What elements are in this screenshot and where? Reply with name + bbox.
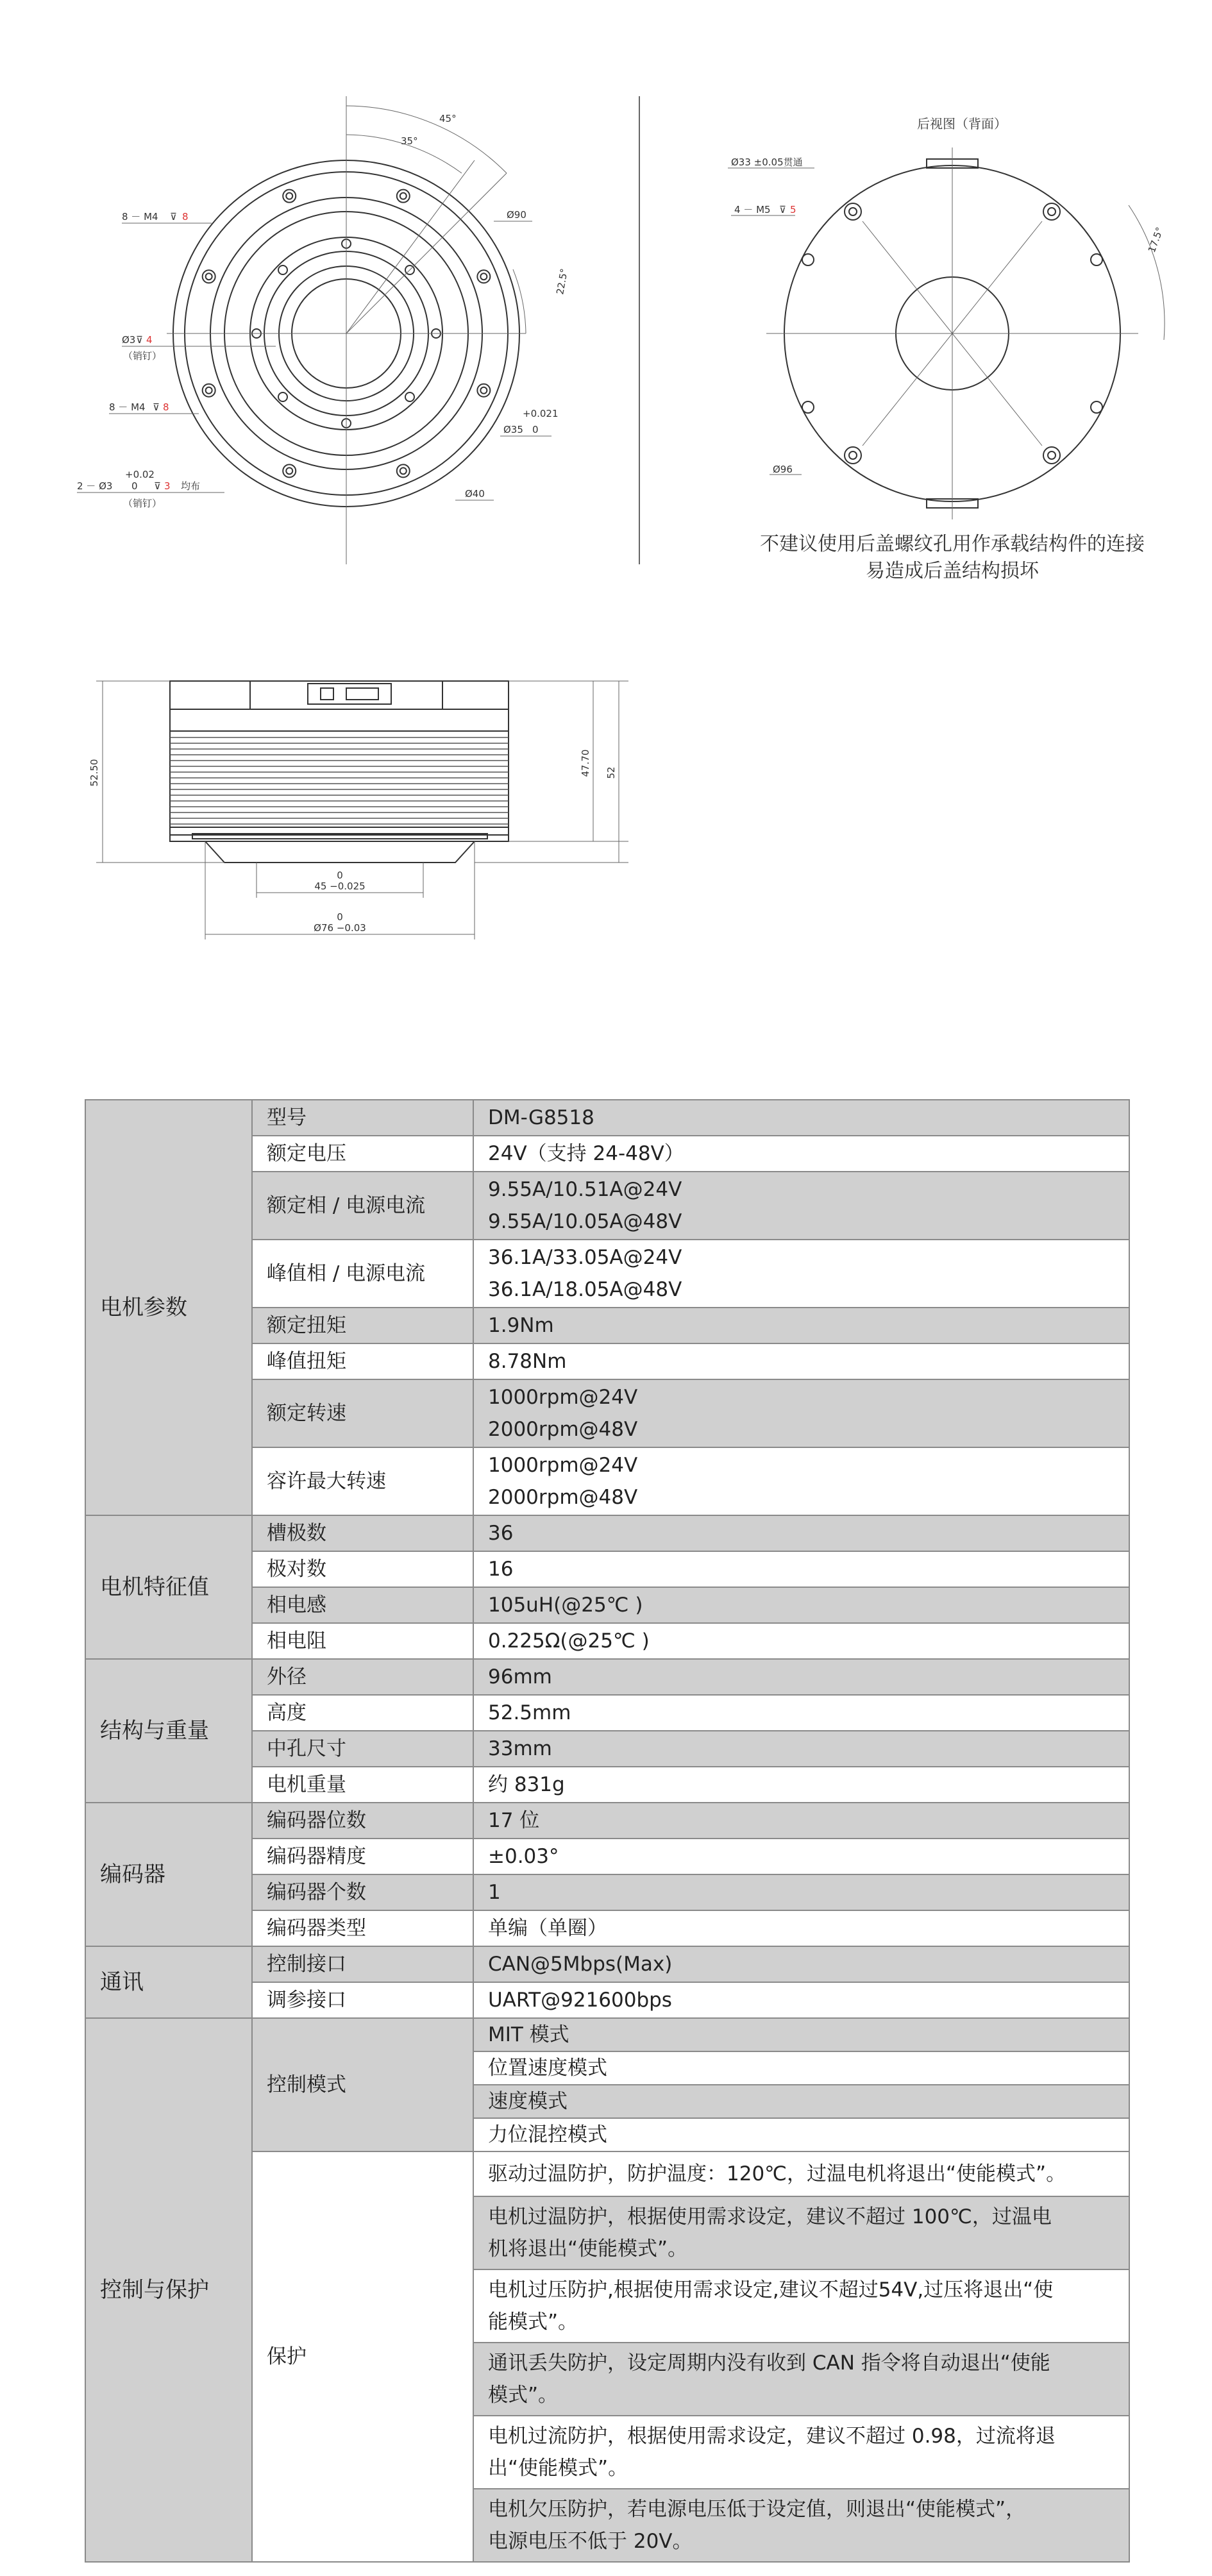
spec-value: 0.225Ω(@25℃ ) bbox=[488, 1629, 650, 1653]
spec-value-cell bbox=[473, 1343, 1129, 1379]
spec-value: 96mm bbox=[488, 1665, 552, 1688]
front-dia-35: Ø35 bbox=[503, 424, 523, 435]
front-dim-22-5: 22.5° bbox=[554, 267, 571, 296]
spec-label: 相电感 bbox=[252, 1587, 473, 1623]
spec-group-name: 控制与保护 bbox=[85, 2018, 252, 2562]
control-mode: 速度模式 bbox=[488, 2090, 568, 2113]
spec-label: 额定转速 bbox=[252, 1379, 473, 1447]
spec-label: 外径 bbox=[252, 1659, 473, 1695]
depth-symbol: ⊽ bbox=[154, 480, 161, 492]
spec-value-cell bbox=[473, 1623, 1129, 1659]
mount-hole bbox=[477, 270, 490, 283]
mount-hole bbox=[203, 270, 215, 283]
front-holes-top: 8 － M4 bbox=[122, 211, 158, 223]
mount-hole bbox=[397, 190, 410, 203]
spec-label: 额定相 / 电源电流 bbox=[252, 1172, 473, 1240]
front-holes-top-depth: 8 bbox=[182, 211, 189, 223]
side-view bbox=[96, 681, 628, 939]
back-note-line2: 易造成后盖结构损坏 bbox=[866, 560, 1039, 582]
spec-value: 9.55A/10.51A@24V bbox=[488, 1178, 682, 1201]
spec-label: 编码器个数 bbox=[252, 1874, 473, 1910]
spec-value-cell bbox=[473, 1551, 1129, 1587]
back-dia-33: Ø33 ±0.05贯通 bbox=[731, 156, 803, 168]
mount-hole-inner bbox=[480, 273, 487, 280]
spec-value-cell bbox=[473, 1910, 1129, 1946]
depth-symbol: ⊽ bbox=[170, 211, 177, 223]
spec-value-cell bbox=[473, 1447, 1129, 1515]
back-hole bbox=[1091, 254, 1102, 265]
spec-value: 电机过流防护，根据使用需求设定，建议不超过 0.98，过流将退 bbox=[488, 2425, 1056, 2448]
back-title: 后视图（背面） bbox=[917, 116, 1007, 131]
spec-value: 36.1A/33.05A@24V bbox=[488, 1246, 682, 1269]
spec-label: 编码器类型 bbox=[252, 1910, 473, 1946]
front-dia-3-depth: 4 bbox=[146, 334, 153, 346]
spec-value: 能模式”。 bbox=[488, 2311, 578, 2334]
back-angle: 17.5° bbox=[1145, 225, 1166, 255]
spec-value: 约 831g bbox=[488, 1773, 565, 1796]
side-dim-76-zero: 0 bbox=[337, 911, 343, 923]
spec-value: 2000rpm@48V bbox=[488, 1486, 638, 1509]
spec-label: 调参接口 bbox=[252, 1982, 473, 2018]
inner-hole bbox=[278, 265, 287, 274]
spec-value-cell bbox=[473, 2085, 1129, 2118]
spec-value-cell bbox=[473, 1100, 1129, 1136]
back-dia-96: Ø96 bbox=[773, 464, 793, 475]
spec-value: 1.9Nm bbox=[488, 1314, 554, 1337]
spec-value-cell bbox=[473, 1874, 1129, 1910]
mount-hole bbox=[397, 464, 410, 477]
mount-hole bbox=[283, 190, 296, 203]
front-tol-pin-plus: +0.02 bbox=[125, 469, 155, 480]
spec-row bbox=[85, 1515, 1129, 1551]
spec-value: 单编（单圈） bbox=[488, 1917, 607, 1940]
spec-value-cell bbox=[473, 1308, 1129, 1343]
side-dim-45-zero: 0 bbox=[337, 870, 343, 881]
spec-label: 中孔尺寸 bbox=[252, 1731, 473, 1767]
spec-label: 相电阻 bbox=[252, 1623, 473, 1659]
depth-symbol: ⊽ bbox=[153, 401, 160, 413]
spec-group-name: 结构与重量 bbox=[85, 1659, 252, 1803]
back-holes: 4 － M5 bbox=[734, 204, 771, 215]
spec-value-cell bbox=[473, 1587, 1129, 1623]
spec-value-cell bbox=[473, 2489, 1129, 2562]
spec-label: 编码器精度 bbox=[252, 1839, 473, 1874]
spec-group-name: 通讯 bbox=[85, 1946, 252, 2018]
spec-value-cell bbox=[473, 2269, 1129, 2343]
back-note-line1: 不建议使用后盖螺纹孔用作承载结构件的连接 bbox=[760, 533, 1145, 555]
spec-value-cell bbox=[473, 1515, 1129, 1551]
spec-label: 控制模式 bbox=[252, 2018, 473, 2151]
spec-value: 9.55A/10.05A@48V bbox=[488, 1210, 682, 1233]
front-pin-holes-depth: 3 bbox=[164, 480, 171, 492]
spec-value-cell bbox=[473, 1803, 1129, 1839]
spec-value: 出“使能模式”。 bbox=[488, 2457, 628, 2480]
front-tol-plus: +0.021 bbox=[523, 408, 559, 419]
spec-value: 16 bbox=[488, 1558, 514, 1581]
spec-value-cell bbox=[473, 2343, 1129, 2416]
spec-value: 8.78Nm bbox=[488, 1350, 567, 1373]
back-hole bbox=[802, 401, 814, 413]
front-tol-zero: 0 bbox=[532, 424, 539, 435]
spec-row bbox=[85, 1100, 1129, 1136]
spec-group-name: 电机参数 bbox=[85, 1100, 252, 1515]
spec-value-cell bbox=[473, 1172, 1129, 1240]
spec-value-cell bbox=[473, 1946, 1129, 1982]
spec-label: 电机重量 bbox=[252, 1767, 473, 1803]
spec-value-cell bbox=[473, 2018, 1129, 2051]
back-holes-depth: 5 bbox=[790, 204, 796, 215]
spec-value: ±0.03° bbox=[488, 1845, 559, 1868]
spec-value: 24V（支持 24-48V） bbox=[488, 1142, 684, 1165]
spec-value: 17 位 bbox=[488, 1809, 540, 1832]
spec-value: 电机过温防护，根据使用需求设定，建议不超过 100℃，过温电 bbox=[488, 2205, 1052, 2228]
spec-value: 2000rpm@48V bbox=[488, 1418, 638, 1441]
mount-hole-inner bbox=[400, 467, 407, 474]
spec-value: 52.5mm bbox=[488, 1701, 571, 1724]
front-dia-40: Ø40 bbox=[465, 488, 485, 500]
back-hole-inner bbox=[849, 451, 857, 459]
front-angle2: 35° bbox=[401, 135, 418, 147]
control-mode: 位置速度模式 bbox=[488, 2057, 607, 2080]
side-height-left: 52.50 bbox=[88, 759, 100, 787]
spec-row bbox=[85, 1659, 1129, 1695]
front-pin-holes-note: 均布 bbox=[181, 480, 201, 492]
front-holes-mid-depth: 8 bbox=[163, 401, 169, 413]
spec-label: 额定电压 bbox=[252, 1136, 473, 1172]
front-angle1: 45° bbox=[439, 113, 457, 124]
spec-label: 保护 bbox=[252, 2151, 473, 2562]
spec-group-name: 电机特征值 bbox=[85, 1515, 252, 1659]
spec-value-cell bbox=[473, 1136, 1129, 1172]
spec-label: 峰值扭矩 bbox=[252, 1343, 473, 1379]
side-dim-76: Ø76 −0.03 bbox=[314, 922, 366, 934]
mount-hole bbox=[477, 384, 490, 397]
spec-label: 容许最大转速 bbox=[252, 1447, 473, 1515]
back-hole-inner bbox=[849, 208, 857, 215]
spec-value: 电机过压防护,根据使用需求设定,建议不超过54V,过压将退出“使 bbox=[488, 2278, 1054, 2302]
back-hole bbox=[1043, 447, 1060, 464]
control-mode: MIT 模式 bbox=[488, 2023, 569, 2046]
spec-value-cell bbox=[473, 2416, 1129, 2489]
spec-value-cell bbox=[473, 1240, 1129, 1308]
spec-value: 1000rpm@24V bbox=[488, 1386, 638, 1409]
spec-value-cell bbox=[473, 1767, 1129, 1803]
spec-value-cell bbox=[473, 2151, 1129, 2196]
front-pin-holes: 2 － Ø3 bbox=[77, 480, 113, 492]
cooling-fins bbox=[170, 737, 509, 824]
mount-hole-inner bbox=[286, 193, 292, 199]
spec-value: 电源电压不低于 20V。 bbox=[488, 2530, 693, 2553]
front-holes-mid: 8 － M4 bbox=[109, 401, 146, 413]
spec-group-name: 编码器 bbox=[85, 1803, 252, 1946]
mount-hole-inner bbox=[206, 387, 212, 394]
back-hole bbox=[845, 203, 861, 220]
depth-symbol: ⊽ bbox=[136, 334, 143, 346]
spec-value-cell bbox=[473, 2051, 1129, 2085]
spec-value: 33mm bbox=[488, 1737, 552, 1760]
mount-hole-inner bbox=[400, 193, 407, 199]
spec-label: 控制接口 bbox=[252, 1946, 473, 1982]
side-dim-45: 45 −0.025 bbox=[314, 880, 366, 892]
spec-value-cell bbox=[473, 1731, 1129, 1767]
mount-hole bbox=[283, 464, 296, 477]
spec-value: CAN@5Mbps(Max) bbox=[488, 1953, 673, 1976]
mount-hole-inner bbox=[480, 387, 487, 394]
spec-value-cell bbox=[473, 1659, 1129, 1695]
spec-value-cell bbox=[473, 1839, 1129, 1874]
spec-value-cell bbox=[473, 2118, 1129, 2151]
mount-hole bbox=[203, 384, 215, 397]
spec-value: 105uH(@25℃ ) bbox=[488, 1594, 643, 1617]
spec-label: 槽极数 bbox=[252, 1515, 473, 1551]
back-hole bbox=[1043, 203, 1060, 220]
spec-label: 额定扭矩 bbox=[252, 1308, 473, 1343]
side-height-right: 52 bbox=[605, 766, 617, 779]
spec-value-cell bbox=[473, 1982, 1129, 2018]
side-height-inner: 47.70 bbox=[580, 749, 591, 777]
control-mode: 力位混控模式 bbox=[488, 2123, 607, 2146]
front-pin-note2: （销钉） bbox=[123, 498, 162, 509]
spec-value: 电机欠压防护，若电源电压低于设定值，则退出“使能模式”， bbox=[488, 2498, 1026, 2521]
spec-value: 机将退出“使能模式”。 bbox=[488, 2237, 688, 2260]
mount-hole-inner bbox=[286, 467, 292, 474]
spec-value: 1 bbox=[488, 1881, 501, 1904]
spec-row bbox=[85, 1946, 1129, 1982]
back-hole-inner bbox=[1048, 451, 1056, 459]
back-hole-inner bbox=[1048, 208, 1056, 215]
spec-value-cell bbox=[473, 1379, 1129, 1447]
spec-value: DM-G8518 bbox=[488, 1106, 594, 1129]
spec-value-cell bbox=[473, 2196, 1129, 2269]
back-hole bbox=[845, 447, 861, 464]
spec-value: 36 bbox=[488, 1522, 514, 1545]
front-view-labels bbox=[77, 113, 570, 509]
spec-label: 型号 bbox=[252, 1100, 473, 1136]
spec-value: 通讯丢失防护，设定周期内没有收到 CAN 指令将自动退出“使能 bbox=[488, 2352, 1050, 2375]
spec-table-body bbox=[85, 1100, 1129, 2562]
spec-table bbox=[85, 1099, 1130, 2563]
spec-label: 峰值相 / 电源电流 bbox=[252, 1240, 473, 1308]
spec-value: UART@921600bps bbox=[488, 1989, 672, 2012]
technical-drawings bbox=[0, 0, 1212, 1000]
spec-row bbox=[85, 2018, 1129, 2051]
mount-hole-inner bbox=[206, 273, 212, 280]
depth-symbol: ⊽ bbox=[779, 204, 786, 215]
spec-value: 36.1A/18.05A@48V bbox=[488, 1278, 682, 1301]
spec-label: 极对数 bbox=[252, 1551, 473, 1587]
front-dia-90: Ø90 bbox=[507, 209, 526, 221]
front-pin-note: （销钉） bbox=[123, 350, 162, 362]
back-view bbox=[728, 147, 1165, 519]
inner-hole bbox=[278, 392, 287, 401]
front-pin-holes-zero: 0 bbox=[131, 480, 138, 492]
back-hole bbox=[1091, 401, 1102, 413]
front-dia-3: Ø3 bbox=[122, 334, 136, 346]
inner-hole bbox=[405, 392, 414, 401]
spec-value-cell bbox=[473, 1695, 1129, 1731]
back-view-labels bbox=[731, 116, 1166, 582]
spec-value: 1000rpm@24V bbox=[488, 1454, 638, 1477]
spec-row bbox=[85, 1803, 1129, 1839]
spec-value: 驱动过温防护，防护温度：120℃，过温电机将退出“使能模式”。 bbox=[488, 2162, 1066, 2185]
spec-label: 编码器位数 bbox=[252, 1803, 473, 1839]
spec-value: 模式”。 bbox=[488, 2384, 559, 2407]
back-hole bbox=[802, 254, 814, 265]
spec-label: 高度 bbox=[252, 1695, 473, 1731]
